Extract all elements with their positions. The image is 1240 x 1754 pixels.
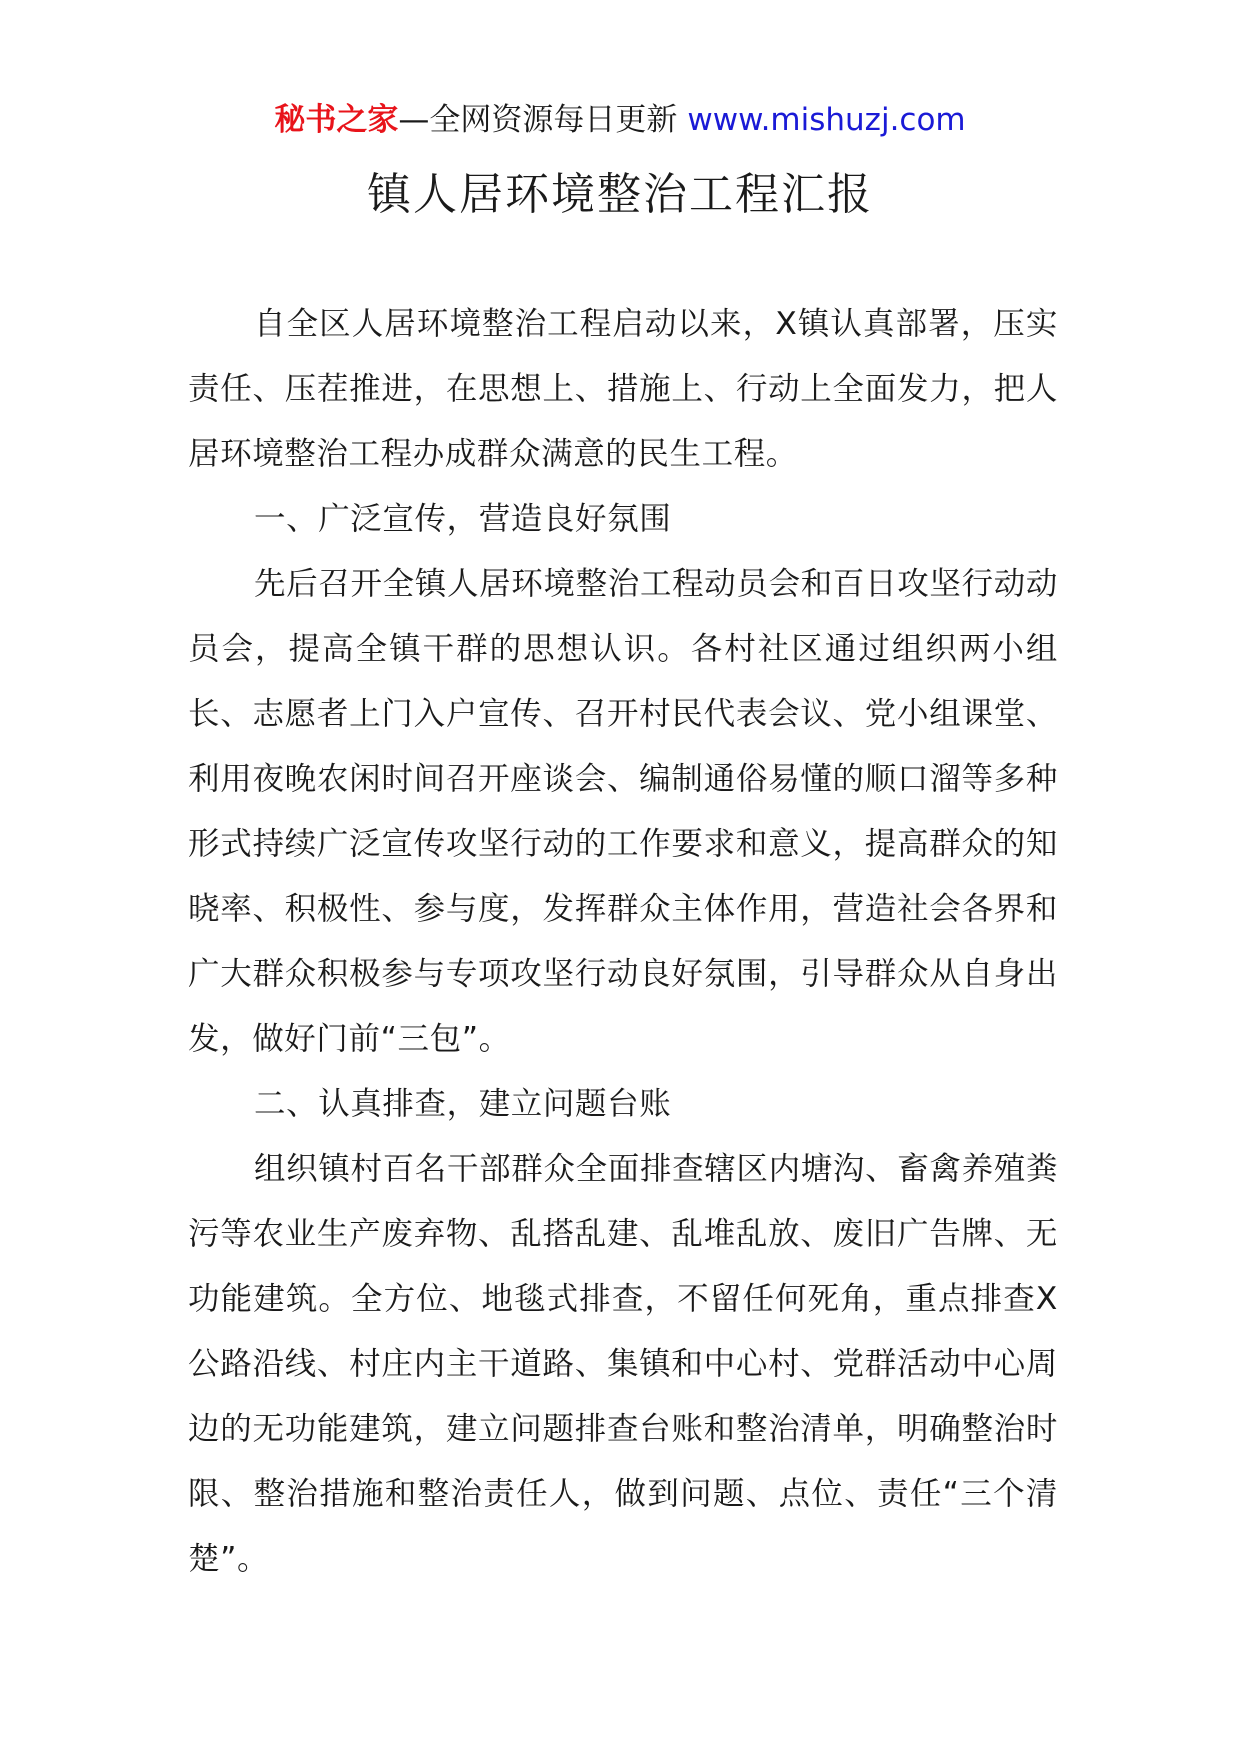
section-1-paragraph: 先后召开全镇人居环境整治工程动员会和百日攻坚行动动员会，提高全镇干群的思想认识。各村社区通过组织两小组长、志愿者上门入户宣传、召开村民代表会议、党小组课堂、利用夜晚农闲时间召开座谈会、编制通俗易懂的顺口溜等多种形式持续广泛宣传攻坚行动的工作要求和意义，提高群众的知晓率、积极性、参与度，发挥群众主体作用，营造社会各界和广大群众积极参与专项攻坚行动良好氛围，引导群众从自身出发，做好门前“三包”。: [188, 566, 1058, 1057]
site-slogan: —全网资源每日更新: [398, 102, 678, 138]
section-heading-2: 二、认真排查，建立问题台账: [254, 1086, 672, 1122]
section-heading-1: 一、广泛宣传，营造良好氛围: [254, 501, 672, 537]
document-body: [188, 292, 1058, 1592]
document-title: 镇人居环境整治工程汇报: [367, 169, 873, 220]
site-banner: [0, 100, 1240, 140]
brand-name: 秘书之家: [274, 102, 399, 138]
site-url-link[interactable]: www.mishuzj.com: [687, 102, 966, 138]
intro-paragraph: 自全区人居环境整治工程启动以来，X镇认真部署，压实责任、压茬推进，在思想上、措施上、行动上全面发力，把人居环境整治工程办成群众满意的民生工程。: [188, 306, 1058, 472]
section-2-paragraph: 组织镇村百名干部群众全面排查辖区内塘沟、畜禽养殖粪污等农业生产废弃物、乱搭乱建、乱堆乱放、废旧广告牌、无功能建筑。全方位、地毯式排查，不留任何死角，重点排查X公路沿线、村庄内主干道路、集镇和中心村、党群活动中心周边的无功能建筑，建立问题排查台账和整治清单，明确整治时限、整治措施和整治责任人，做到问题、点位、责任“三个清楚”。: [188, 1151, 1058, 1577]
